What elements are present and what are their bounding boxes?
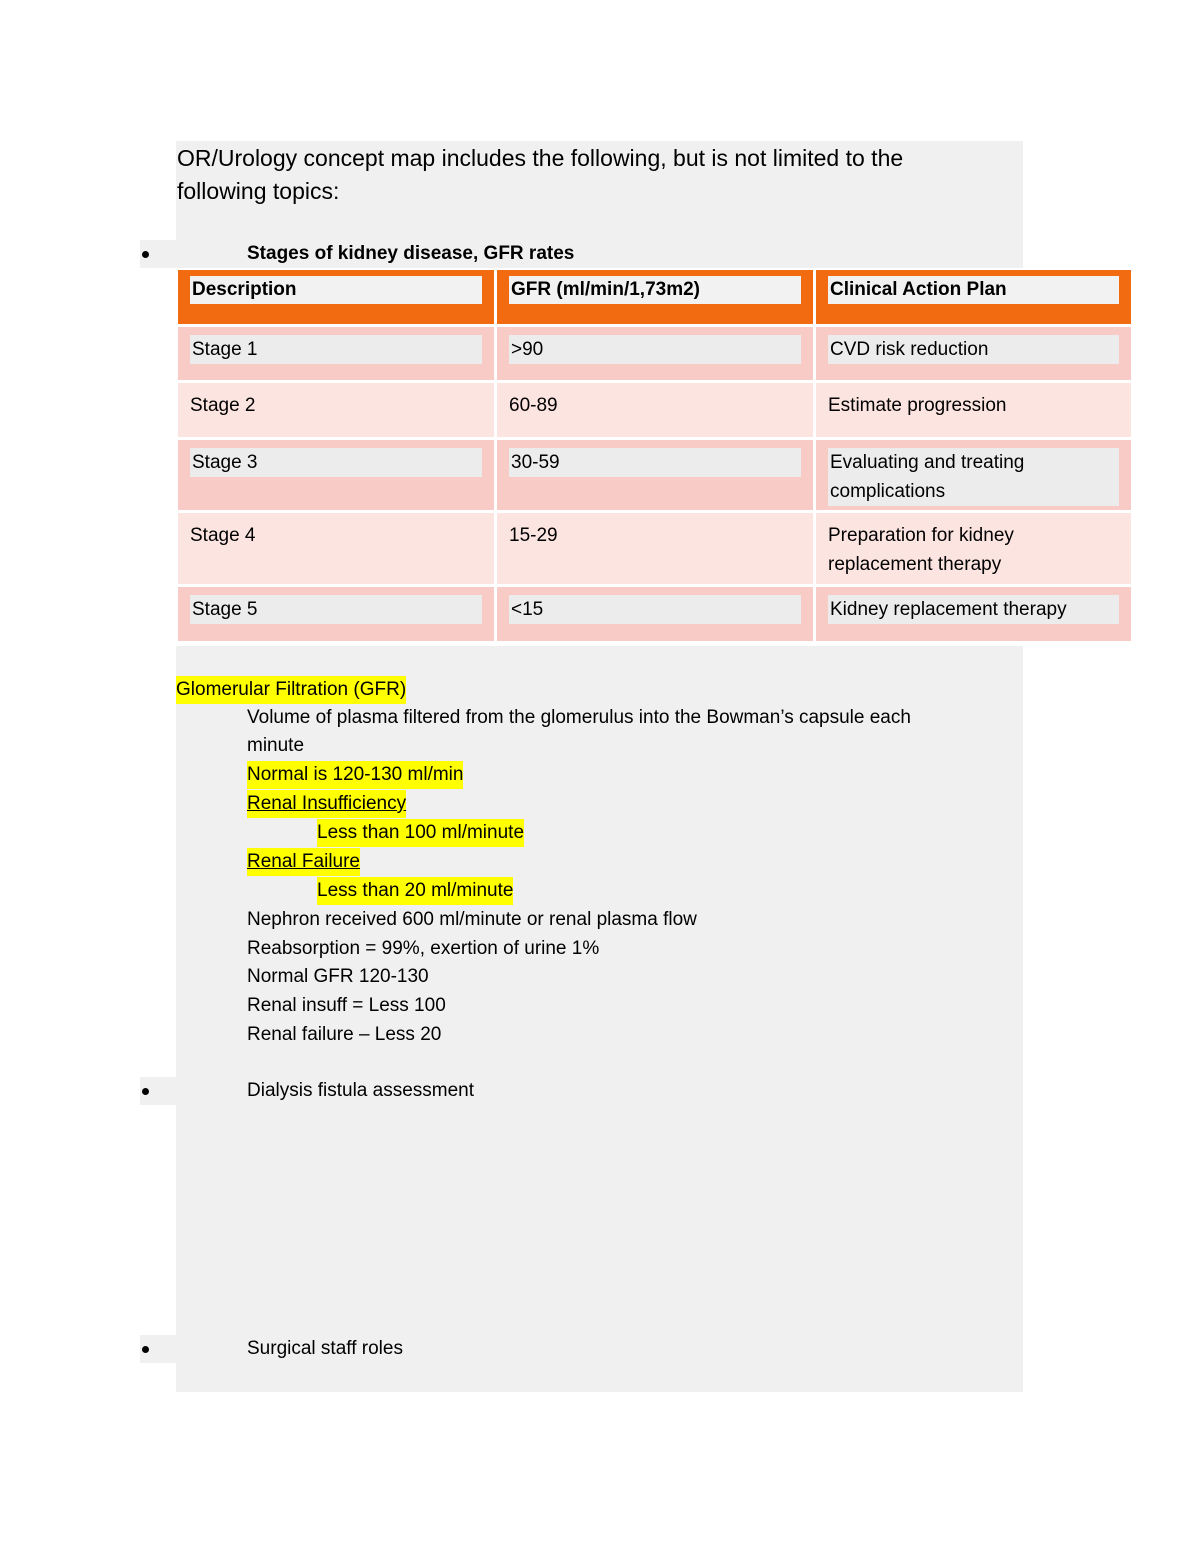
table-row — [816, 513, 1131, 584]
header-description-label: Description — [190, 276, 482, 304]
bullet-dot-3 — [142, 1346, 149, 1353]
table-header-description — [178, 270, 494, 324]
cell-plan-line-1: Preparation for kidney — [828, 525, 1014, 546]
cell-gfr: 60-89 — [509, 395, 558, 416]
cell-gfr: 30-59 — [509, 448, 801, 477]
list-item-normal-gfr: Normal GFR 120-130 — [247, 966, 429, 987]
cell-plan: Kidney replacement therapy — [828, 595, 1119, 624]
header-plan-label: Clinical Action Plan — [828, 276, 1119, 304]
list-item-reabsorption: Reabsorption = 99%, exertion of urine 1% — [247, 938, 600, 959]
cell-plan: CVD risk reduction — [828, 335, 1119, 364]
bullet-dot-1 — [142, 251, 149, 258]
cell-stage: Stage 5 — [190, 595, 482, 624]
list-item-insufficiency: Renal Insufficiency — [247, 790, 406, 818]
header-gfr-label: GFR (ml/min/1,73m2) — [509, 276, 801, 304]
cell-plan-line-1: Evaluating and treating — [830, 452, 1025, 473]
table-row — [178, 383, 494, 437]
cell-gfr: >90 — [509, 335, 801, 364]
topic-dialysis-fistula: Dialysis fistula assessment — [247, 1080, 475, 1101]
list-item-failure: Renal Failure — [247, 848, 360, 876]
topic-kidney-stages: Stages of kidney disease, GFR rates — [247, 243, 575, 264]
list-item-volume-2: minute — [247, 735, 305, 756]
cell-plan-line-2: complications — [830, 481, 946, 502]
bullet-dot-2 — [142, 1088, 149, 1095]
list-item-normal: Normal is 120-130 ml/min — [247, 761, 463, 789]
table-row — [497, 327, 813, 380]
cell-gfr: 15-29 — [509, 525, 558, 546]
cell-gfr: <15 — [509, 595, 801, 624]
table-row — [816, 587, 1131, 641]
table-row — [497, 440, 813, 510]
table-row — [178, 327, 494, 380]
gfr-stage-table — [176, 268, 1133, 643]
list-subitem-insufficiency: Less than 100 ml/minute — [317, 819, 524, 847]
table-row — [497, 587, 813, 641]
table-row — [816, 383, 1131, 437]
table-row — [497, 513, 813, 584]
cell-stage: Stage 3 — [190, 448, 482, 477]
list-item-nephron: Nephron received 600 ml/minute or renal plasma flow — [247, 909, 697, 930]
cell-plan — [828, 448, 1119, 506]
table-row — [816, 440, 1131, 510]
cell-stage: Stage 4 — [190, 525, 256, 546]
cell-stage: Stage 1 — [190, 335, 482, 364]
intro-line-1: OR/Urology concept map includes the following, but is not limited to the — [177, 145, 904, 171]
list-item-volume-1: Volume of plasma filtered from the glomerulus into the Bowman’s capsule each — [247, 707, 911, 728]
table-row — [178, 587, 494, 641]
cell-plan — [828, 521, 1119, 579]
cell-plan: Estimate progression — [828, 395, 1007, 416]
list-subitem-failure: Less than 20 ml/minute — [317, 877, 513, 905]
cell-plan-line-2: replacement therapy — [828, 554, 1002, 575]
intro-line-2: following topics: — [177, 178, 340, 204]
table-row — [178, 440, 494, 510]
cell-stage: Stage 2 — [190, 395, 256, 416]
intro-text — [177, 142, 903, 208]
table-row — [497, 383, 813, 437]
list-item-renal-failure: Renal failure – Less 20 — [247, 1024, 442, 1045]
topic-surgical-staff: Surgical staff roles — [247, 1338, 403, 1359]
table-row — [816, 327, 1131, 380]
table-header-gfr — [497, 270, 813, 324]
table-header-plan — [816, 270, 1131, 324]
table-row — [178, 513, 494, 584]
gfr-heading: Glomerular Filtration (GFR) — [176, 676, 406, 704]
list-item-renal-insuff: Renal insuff = Less 100 — [247, 995, 446, 1016]
